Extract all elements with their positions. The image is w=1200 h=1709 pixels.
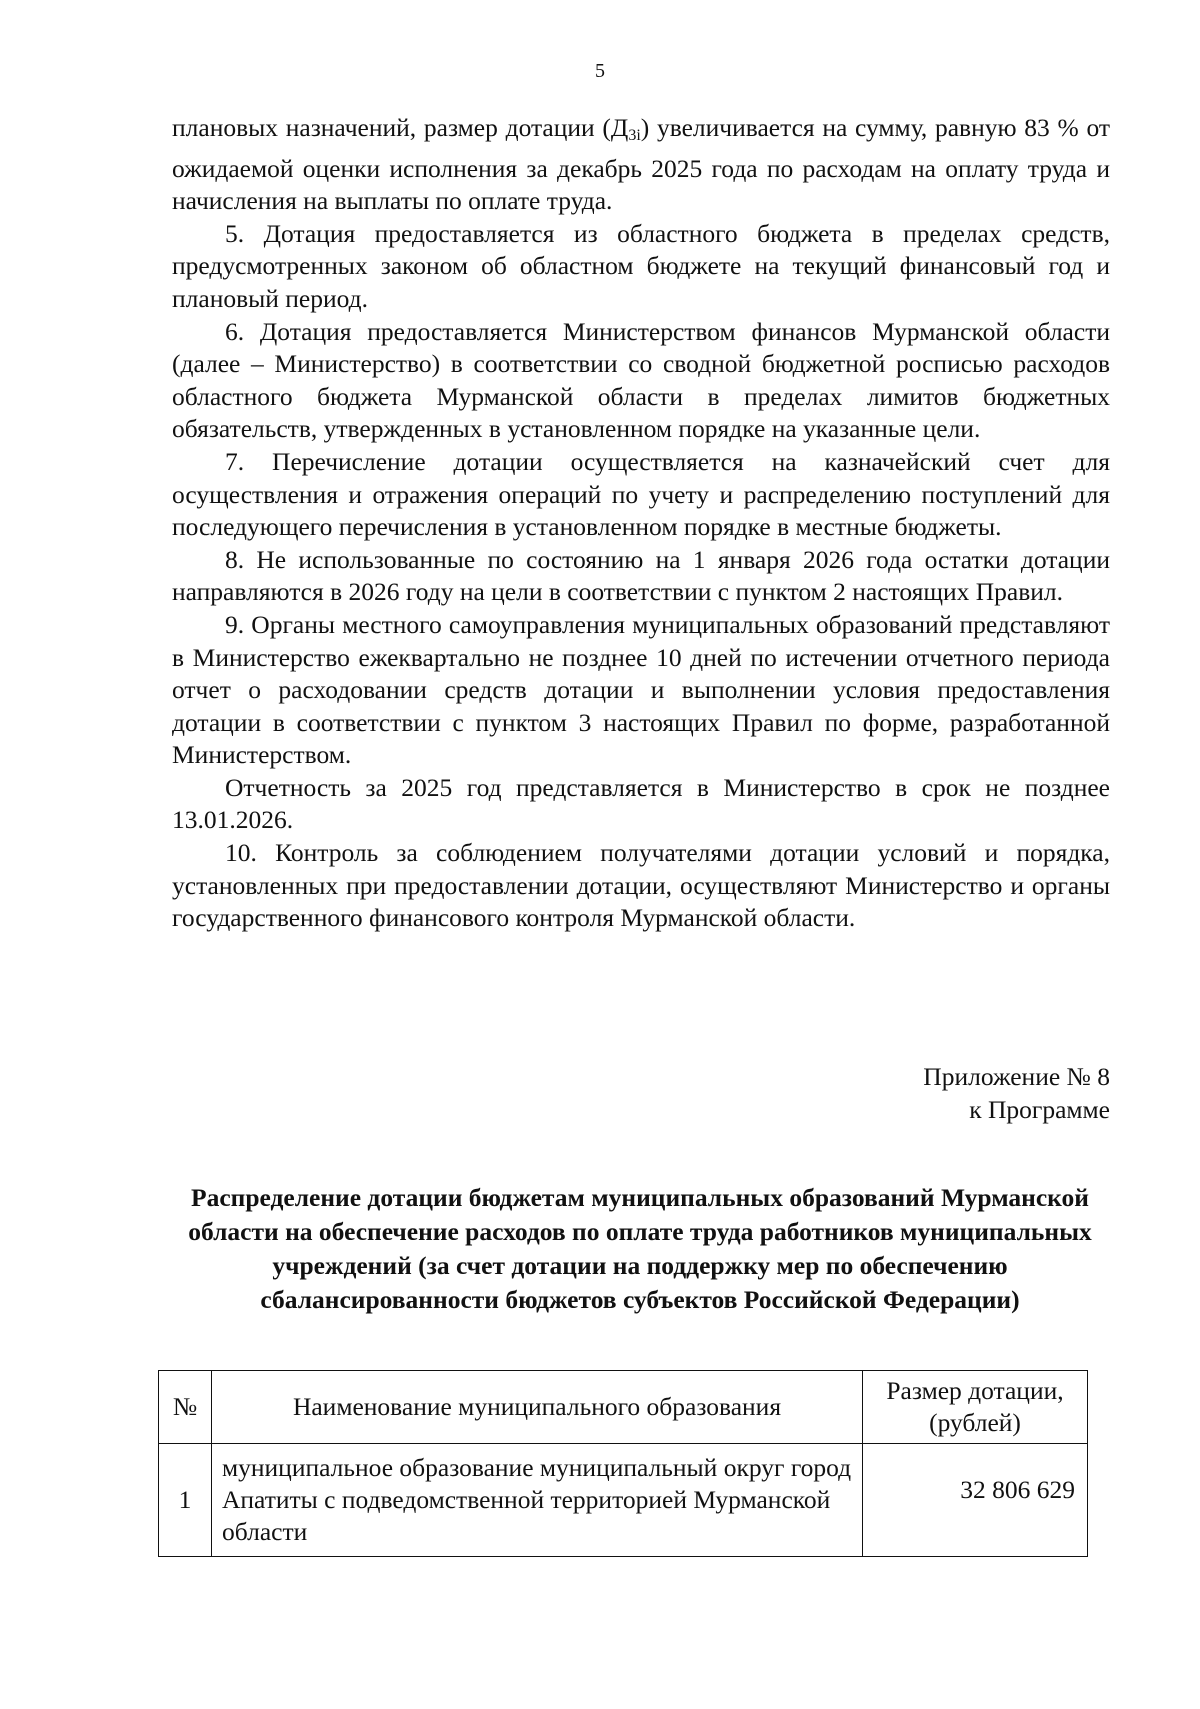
header-municipality-name: Наименование муниципального образования [212, 1371, 863, 1444]
table-title: Распределение дотации бюджетам муниципальных образований Мурманской области на обеспечение расходов по оплате труда работников муниципальных учреждений (за счет дотации на поддержку мер по обеспечению сбалансированности бюджетов субъектов Российской Федерации) [188, 1183, 1092, 1314]
paragraph-item-9: 9. Органы местного самоуправления муниципальных образований представляют в Министерство ежеквартально не позднее 10 дней по истечении отчетного периода отчет о расходовании средств дотации и выполнении условия предоставления дотации в соответствии с пунктом 3 настоящих Правил по форме, разработанной Министерством. [172, 609, 1110, 770]
header-number: № [159, 1371, 212, 1444]
paragraph-item-5: 5. Дотация предоставляется из областного бюджета в пределах средств, предусмотренных законом об областном бюджете на текущий финансовый год и плановый период. [172, 218, 1110, 313]
appendix-number: Приложение № 8 [923, 1062, 1110, 1091]
cell-amount: 32 806 629 [863, 1444, 1088, 1557]
paragraph-item-7: 7. Перечисление дотации осуществляется на казначейский счет для осуществления и отражения операций по учету и распределению поступлений для последующего перечисления в установленном порядке в местные бюджеты. [172, 446, 1110, 542]
paragraph-continuation: плановых назначений, размер дотации $(Д_{3i})$ увеличивается на сумму, равную 83 % от ожидаемой оценки исполнения за декабрь 2025 года по расходам на оплату труда и начисления на выплаты по оплате труда. [172, 113, 1111, 216]
cell-number: 1 [159, 1444, 212, 1557]
paragraph-item-8: 8. Не использованные по состоянию на 1 января 2026 года остатки дотации направляются в 2026 году на цели в соответствии с пунктом 2 настоящих Правил. [172, 544, 1110, 607]
distribution-table [158, 1370, 1088, 1557]
appendix-reference: к Программе [969, 1094, 1110, 1124]
cell-municipality-name: муниципальное образование муниципальный округ город Апатиты с подведомственной территорией Мурманской области [212, 1444, 863, 1557]
table-header-row [159, 1371, 1088, 1444]
paragraph-reporting-2025: Отчетность за 2025 год представляется в Министерство в срок не позднее 13.01.2026. [172, 772, 1110, 835]
paragraph-item-10: 10. Контроль за соблюдением получателями дотации условий и порядка, установленных при предоставлении дотации, осуществляют Министерство и органы государственного финансового контроля Мурманской области. [172, 838, 1110, 933]
table-row [159, 1444, 1088, 1557]
subscript: 3i [628, 127, 641, 144]
document-body [172, 112, 1110, 935]
appendix-label [923, 1061, 1110, 1126]
page-number: 5 [595, 60, 605, 82]
header-amount: Размер дотации, (рублей) [863, 1371, 1088, 1444]
paragraph-item-6: 6. Дотация предоставляется Министерством финансов Мурманской области (далее – Министерство) в соответствии со сводной бюджетной росписью расходов областного бюджета Мурманской области в пределах лимитов бюджетных обязательств, утвержденных в установленном порядке на указанные цели. [172, 316, 1110, 444]
